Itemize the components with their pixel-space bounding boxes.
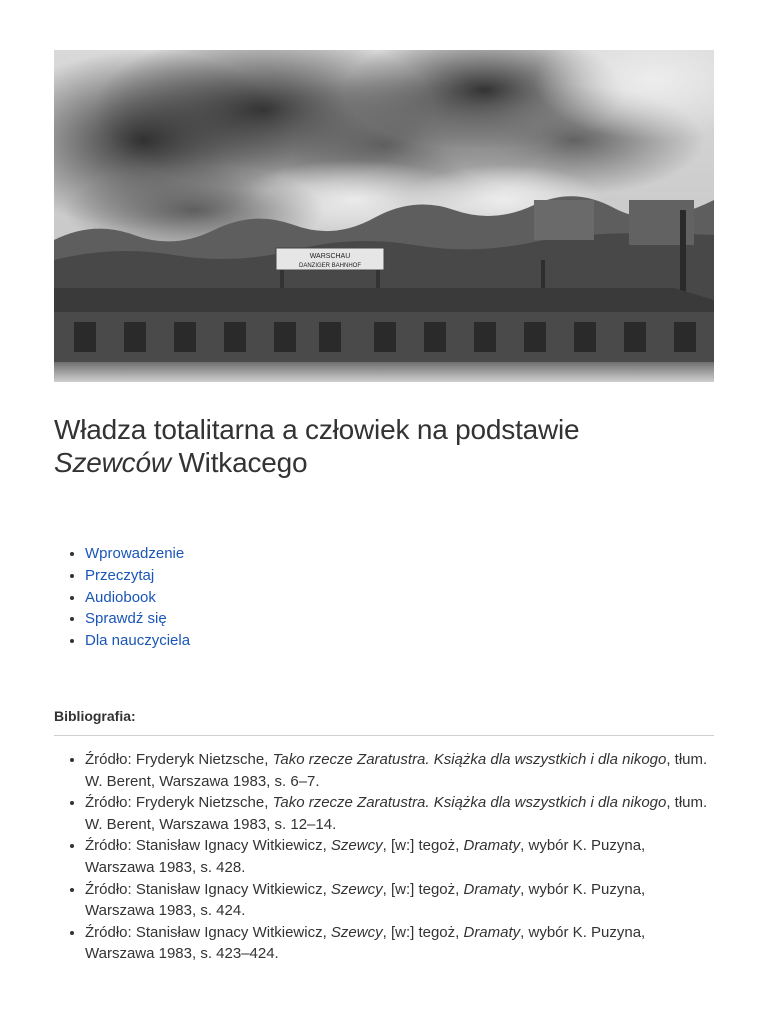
nav-item-audiobook: [85, 587, 190, 609]
page-title: [54, 413, 714, 479]
bib-italic-collection: Dramaty: [463, 923, 521, 941]
nav-link-audiobook[interactable]: Audiobook: [85, 588, 156, 606]
nav-item-sprawdz-sie: [85, 608, 190, 630]
bib-prefix: Źródło: Stanisław Ignacy Witkiewicz,: [85, 923, 331, 941]
bib-italic-title: Tako rzecze Zaratustra. Książka dla wszystkich i dla nikogo: [272, 794, 667, 812]
bibliography-heading: Bibliografia:: [54, 708, 136, 724]
bib-prefix: Źródło: Fryderyk Nietzsche,: [85, 794, 273, 812]
nav-link-sprawdz-sie[interactable]: Sprawdź się: [85, 610, 167, 628]
bib-suffix: , wybór K. Puzyna, Warszawa 1983, s. 423–424.: [85, 923, 646, 963]
hero-photo: [54, 50, 714, 382]
bibliography-list: [54, 749, 714, 965]
title-rest: Witkacego: [170, 447, 308, 478]
bib-middle: , tłum. W. Berent, Warszawa 1983, s. 6–7.: [85, 751, 708, 790]
nav-item-wprowadzenie: [85, 543, 190, 565]
bibliography-item: [85, 922, 714, 965]
bib-italic-title: Szewcy: [330, 880, 383, 898]
bibliography-item: [85, 835, 714, 878]
bib-middle: , [w:] tegoż,: [382, 923, 464, 941]
bib-suffix: , wybór K. Puzyna, Warszawa 1983, s. 424.: [85, 880, 646, 920]
nav-item-przeczytaj: [85, 565, 190, 587]
bib-suffix: , wybór K. Puzyna, Warszawa 1983, s. 428.: [85, 837, 646, 876]
bibliography-item: [85, 879, 714, 922]
bib-italic-title: Tako rzecze Zaratustra. Książka dla wszystkich i dla nikogo: [272, 751, 667, 768]
nav-link-wprowadzenie[interactable]: Wprowadzenie: [85, 545, 185, 562]
nav-item-dla-nauczyciela: [85, 630, 190, 652]
station-sign-line2: DANZIGER BAHNHOF: [298, 263, 362, 269]
nav-link-dla-nauczyciela[interactable]: Dla nauczyciela: [85, 632, 191, 650]
title-italic: Szewców: [54, 447, 171, 478]
bibliography-item: [85, 749, 714, 792]
hero-photo-illustration: [54, 50, 714, 382]
title-line1: Władza totalitarna a człowiek na podstawie: [54, 414, 580, 445]
bib-middle: , [w:] tegoż,: [382, 837, 464, 855]
bib-prefix: Źródło: Stanisław Ignacy Witkiewicz,: [85, 837, 331, 855]
section-nav: [54, 543, 190, 652]
bib-italic-collection: Dramaty: [463, 837, 521, 855]
bibliography-divider: [54, 735, 714, 736]
station-sign-line1: WARSCHAU: [309, 253, 351, 260]
bib-italic-title: Szewcy: [330, 923, 383, 941]
bib-italic-title: Szewcy: [330, 837, 383, 855]
bib-prefix: Źródło: Fryderyk Nietzsche,: [85, 751, 273, 768]
bib-middle: , tłum. W. Berent, Warszawa 1983, s. 12–14.: [85, 794, 708, 833]
bib-prefix: Źródło: Stanisław Ignacy Witkiewicz,: [85, 880, 331, 898]
bib-italic-collection: Dramaty: [463, 880, 521, 898]
bibliography-item: [85, 792, 714, 835]
nav-link-przeczytaj[interactable]: Przeczytaj: [85, 566, 155, 584]
bib-middle: , [w:] tegoż,: [382, 880, 464, 898]
